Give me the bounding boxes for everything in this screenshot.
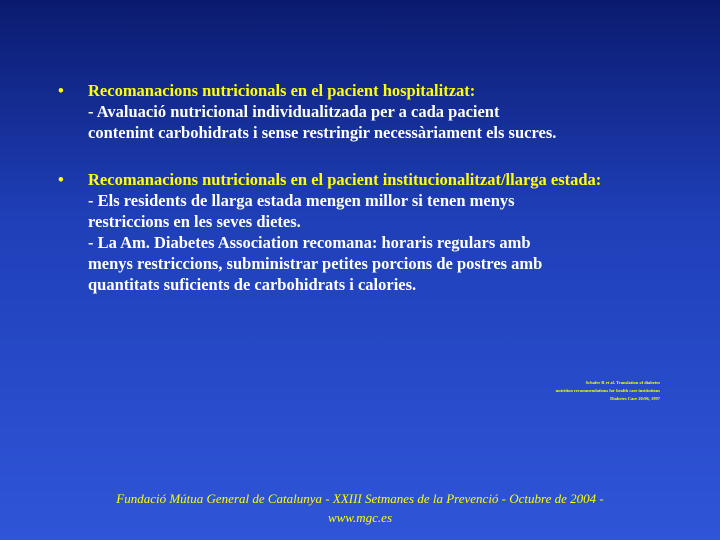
bullet-item xyxy=(58,80,668,143)
footer-line: Fundació Mútua General de Catalunya - XXIII Setmanes de la Prevenció - Octubre de 2004 - xyxy=(116,491,604,506)
bullet-line: - Els residents de llarga estada mengen millor si tenen menys xyxy=(88,191,515,210)
citation xyxy=(420,379,660,403)
bullet-line: restriccions en les seves dietes. xyxy=(88,212,301,231)
bullet-heading: Recomanacions nutricionals en el pacient hospitalitzat: xyxy=(88,81,476,100)
bullet-line: contenint carbohidrats i sense restringir necessàriament els sucres. xyxy=(88,123,557,142)
bullet-body xyxy=(88,169,668,295)
bullet-line: - La Am. Diabetes Association recomana: horaris regulars amb xyxy=(88,233,531,252)
footer xyxy=(60,489,660,527)
bullet-line: - Avaluació nutricional individualitzada per a cada pacient xyxy=(88,102,500,121)
bullet-icon: • xyxy=(58,81,64,100)
bullet-item xyxy=(58,169,668,295)
bullet-body xyxy=(88,80,668,143)
bullet-line: menys restriccions, subministrar petites porcions de postres amb xyxy=(88,254,543,273)
bullet-line: quantitats suficients de carbohidrats i calories. xyxy=(88,275,417,294)
bullet-heading: Recomanacions nutricionals en el pacient institucionalitzat/llarga estada: xyxy=(88,170,602,189)
citation-line: Schafer R et al. Translation of diabetes xyxy=(585,380,660,385)
footer-link: www.mgc.es xyxy=(327,510,393,525)
bullet-icon: • xyxy=(58,170,64,189)
citation-line: Diabetes Care 20:96, 1997 xyxy=(610,396,660,401)
citation-line: nutrition recommendations for health care institutions xyxy=(555,388,660,393)
